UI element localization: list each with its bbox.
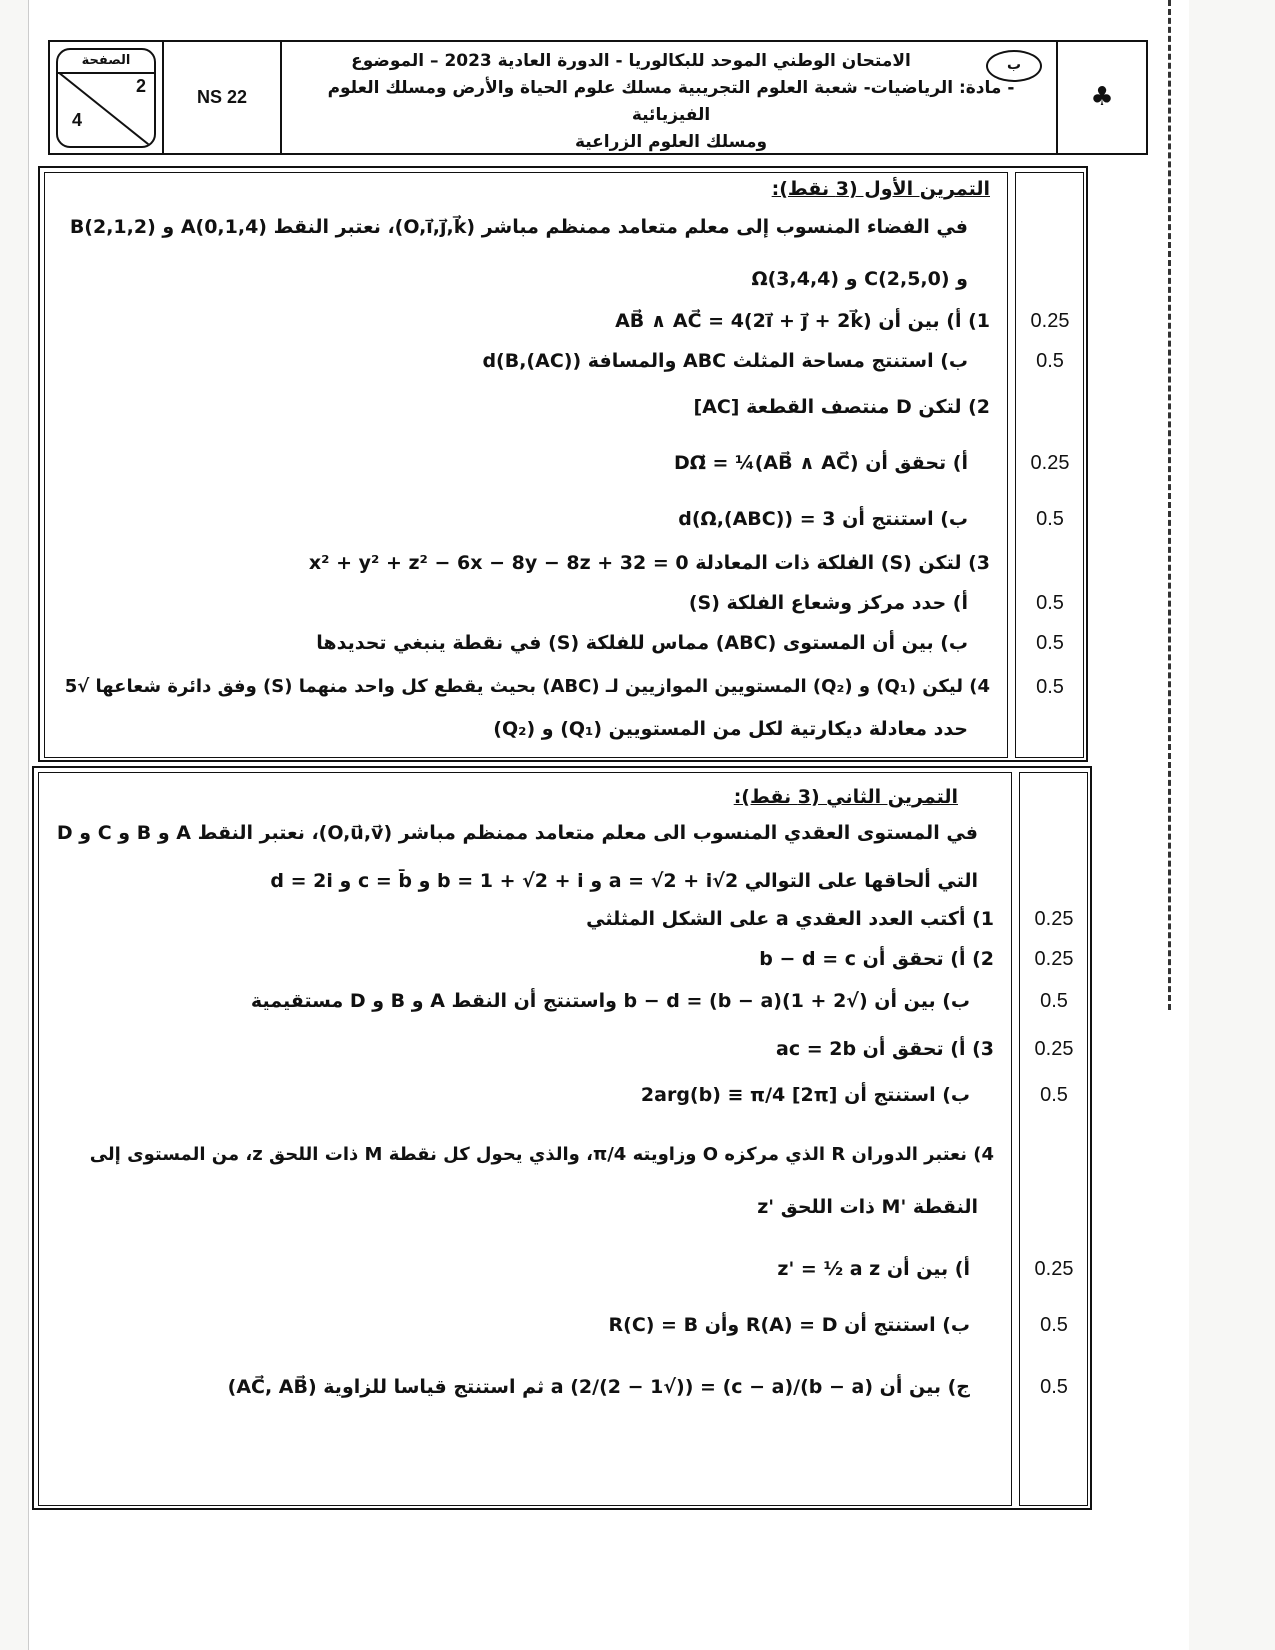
exam-title-line1: الامتحان الوطني الموحد للبكالوريا - الدورة العادية 2023 – الموضوع: [351, 51, 911, 71]
exercise-2-score: 0.5: [1040, 990, 1068, 1012]
exercise-1-line: ب) بين أن المستوى (ABC) مماس للفلكة (S) في نقطة ينبغي تحديدها: [316, 632, 968, 654]
exercise-2-line: 4) نعتبر الدوران R الذي مركزه O وزاويته π/4، والذي يحول كل نقطة M ذات اللحق z، من المستوى إلى: [89, 1144, 994, 1165]
exercise-1-box: [38, 166, 1088, 762]
exam-title-line3: ومسلك العلوم الزراعية: [574, 132, 768, 152]
exercise-1-score: 0.25: [1030, 452, 1070, 474]
exercise-2-score: 0.25: [1034, 1038, 1074, 1060]
exercise-2-line: النقطة 'M ذات اللحق 'z: [757, 1196, 978, 1218]
page-number: 2: [135, 76, 146, 96]
exercise-2-box: [32, 766, 1092, 1510]
exercise-1-line: حدد معادلة ديكارتية لكل من المستويين (Q₁) و (Q₂): [493, 718, 968, 740]
exercise-1-line: أ) حدد مركز وشعاع الفلكة (S): [688, 592, 968, 614]
exam-code: NS 22: [162, 42, 282, 153]
exercise-2-line: التي ألحاقها على التوالي a = √2 + i√2 و b = 1 + √2 + i و c = b̄ و d = 2i: [270, 870, 978, 892]
exam-title: [286, 48, 1056, 156]
exercise-1-score: 0.5: [1036, 350, 1064, 372]
club-icon: ♣: [1056, 42, 1146, 153]
exercise-1-line: في الفضاء المنسوب إلى معلم متعامد ممنظم مباشر (O,i⃗,j⃗,k⃗)، نعتبر النقط A(0,1,4) و B(2,1,2): [69, 216, 968, 238]
page-label: الصفحة: [58, 50, 154, 74]
exercise-2-line: ب) بين أن (√2 + 1)(b − a) = b − d واستنتج أن النقط A و B و D مستقيمية: [250, 990, 970, 1012]
exercise-2-line: ب) استنتج أن 2arg(b) ≡ π/4 [2π]: [640, 1084, 970, 1106]
exercise-1-line: و C(2,5,0) و Ω(3,4,4): [751, 268, 968, 290]
exercise-2-line: 2) أ) تحقق أن b − d = c: [759, 948, 994, 970]
exercise-1-score: 0.25: [1030, 310, 1070, 332]
exercise-2-line: في المستوى العقدي المنسوب الى معلم متعامد ممنظم مباشر (O,u⃗,v⃗)، نعتبر النقط A و B و C و D: [56, 822, 978, 844]
exercise-2-score: 0.25: [1034, 948, 1074, 970]
exam-header: [48, 40, 1148, 155]
exercise-1-score: 0.5: [1036, 592, 1064, 614]
exercise-1-score: 0.5: [1036, 676, 1064, 698]
exercise-1-line: أ) تحقق أن DΩ⃗ = ¼(AB⃗ ∧ AC⃗): [673, 452, 968, 474]
exercise-2-line: 3) أ) تحقق أن ac = 2b: [776, 1038, 994, 1060]
page-indicator: [56, 48, 156, 148]
exercise-1-line: 1) أ) بين أن AB⃗ ∧ AC⃗ = 4(2i⃗ + j⃗ + 2k⃗): [615, 310, 990, 332]
exercise-2-line: ج) بين أن (b − a)/(c − a) = ((√2 − 1)/2) a ثم استنتج قياسا للزاوية (AC⃗, AB⃗): [227, 1376, 970, 1398]
exercise-1-line: 2) لتكن D منتصف القطعة [AC]: [693, 396, 990, 418]
dashed-margin-line: [1168, 0, 1171, 1010]
exercise-2-line: أ) بين أن z' = ½ a z: [777, 1258, 970, 1280]
exercise-1-line: 4) ليكن (Q₁) و (Q₂) المستويين الموازيين لـ (ABC) بحيث يقطع كل واحد منهما (S) وفق دائرة شعاعها √5: [64, 676, 990, 697]
exercise-1-line: 3) لتكن (S) الفلكة ذات المعادلة x² + y² + z² − 6x − 8y − 8z + 32 = 0: [308, 552, 990, 574]
exam-title-line2: - مادة: الرياضيات- شعبة العلوم التجريبية مسلك علوم الحياة والأرض ومسلك العلوم الفيزيائية: [327, 78, 1015, 125]
exercise-1-line: ب) استنتج أن d(Ω,(ABC)) = 3: [678, 508, 968, 530]
exercise-2-line: 1) أكتب العدد العقدي a على الشكل المثلثي: [586, 908, 994, 930]
exercise-2-line: ب) استنتج أن R(A) = D وأن R(C) = B: [608, 1314, 970, 1336]
exercise-2-score: 0.5: [1040, 1376, 1068, 1398]
exercise-2-score: 0.5: [1040, 1314, 1068, 1336]
exercise-1-score: 0.5: [1036, 508, 1064, 530]
variant-badge: ب: [986, 50, 1042, 82]
exercise-2-title: التمرين الثاني (3 نقط):: [733, 786, 958, 808]
exercise-1-title: التمرين الأول (3 نقط):: [771, 178, 990, 200]
exercise-2-score: 0.25: [1034, 1258, 1074, 1280]
exercise-1-score: 0.5: [1036, 632, 1064, 654]
exercise-2-score: 0.5: [1040, 1084, 1068, 1106]
page-total: 4: [72, 110, 83, 130]
exercise-1-line: ب) استنتج مساحة المثلث ABC والمسافة d(B,(AC)): [482, 350, 968, 372]
exercise-2-score: 0.25: [1034, 908, 1074, 930]
